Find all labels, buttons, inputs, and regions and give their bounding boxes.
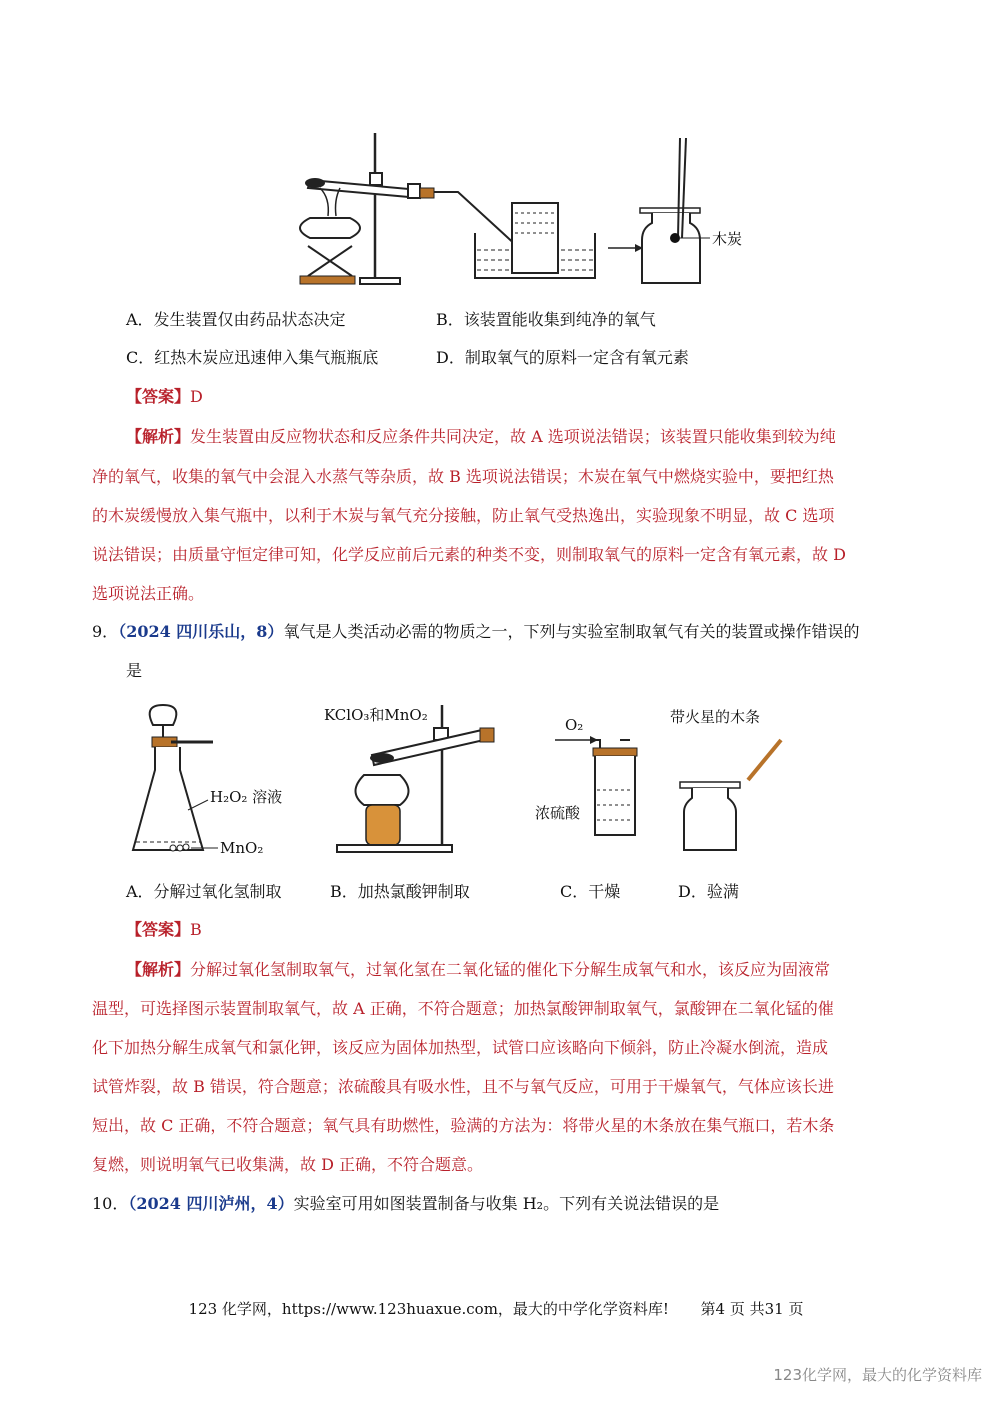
q9-option-d: D．验满 [678, 882, 739, 901]
q8-analysis-line-4: 说法错误；由质量守恒定律可知，化学反应前后元素的种类不变，则制取氧气的原料一定含有氧元素，故 D [92, 545, 846, 564]
q8-apparatus-figure [290, 128, 760, 288]
q9-number: 9． [92, 622, 119, 641]
q10-source: （2024 四川泸州，4） [128, 1194, 294, 1213]
q8-analysis-line-2: 净的氧气，收集的氧气中会混入水蒸气等杂质，故 B 选项说法错误；木炭在氧气中燃烧实验中，要把红热 [92, 467, 834, 486]
q9-option-a: A．分解过氧化氢制取 [126, 882, 282, 901]
q9-h2o2-label: H₂O₂ 溶液 [210, 788, 283, 806]
q8-answer-tag: 【答案】 [126, 387, 191, 406]
footer-page-number: 第4 页 共31 页 [700, 1300, 804, 1318]
q9-kclo3-label: KClO₃和MnO₂ [324, 706, 428, 724]
q9-figure-c [535, 700, 655, 860]
q8-option-b: B．该装置能收集到纯净的氧气 [436, 310, 656, 329]
footer-site-text: 123 化学网，https://www.123huaxue.com，最大的中学化学资料库! [188, 1300, 669, 1318]
q10-stem-text: 实验室可用如图装置制备与收集 H₂。下列有关说法错误的是 [293, 1194, 720, 1213]
q9-analysis-tag: 【解析】 [126, 960, 191, 979]
q8-charcoal-label: 木炭 [712, 230, 743, 248]
q9-o2-label: O₂ [565, 716, 584, 734]
q9-analysis-line-6: 复燃，则说明氧气已收集满，故 D 正确，不符合题意。 [92, 1155, 484, 1174]
q9-figure-a [128, 700, 288, 860]
q9-analysis-line-5: 短出，故 C 正确，不符合题意；氧气具有助燃性，验满的方法为：将带火星的木条放在集气瓶口，若木条 [92, 1116, 835, 1135]
q9-stem-line-2: 是 [126, 661, 143, 680]
q9-stem [92, 622, 859, 642]
q9-answer-tag: 【答案】 [126, 920, 191, 939]
q9-splint-label: 带火星的木条 [670, 708, 761, 726]
q9-analysis-line-1: 【解析】分解过氧化氢制取氧气，过氧化氢在二氧化锰的催化下分解生成氧气和水，该反应为固液常 [126, 960, 831, 979]
q8-option-d: D．制取氧气的原料一定含有氧元素 [436, 348, 689, 367]
q9-mno2-label: MnO₂ [220, 839, 264, 857]
q9-figure-d [668, 700, 808, 860]
q8-analysis-tag: 【解析】 [126, 427, 191, 446]
q9-stem-text: 氧气是人类活动必需的物质之一，下列与实验室制取氧气有关的装置或操作错误的 [283, 622, 860, 641]
q8-analysis-line-5: 选项说法正确。 [92, 584, 205, 603]
q8-answer [126, 387, 203, 407]
q8-answer-value: D [190, 387, 203, 406]
q8-analysis-line-1: 【解析】发生装置由反应物状态和反应条件共同决定，故 A 选项说法错误；该装置只能收集到较为纯 [126, 427, 836, 446]
q9-option-c: C．干燥 [560, 882, 621, 901]
q9-answer-value: B [190, 920, 202, 939]
q9-source: （2024 四川乐山，8） [118, 622, 284, 641]
q8-option-a: A．发生装置仅由药品状态决定 [126, 310, 346, 329]
q9-analysis-line-4: 试管炸裂，故 B 错误，符合题意；浓硫酸具有吸水性，且不与氧气反应，可用于干燥氧气，气体应该长进 [92, 1077, 834, 1096]
q9-option-b: B．加热氯酸钾制取 [330, 882, 470, 901]
q9-analysis-line-3: 化下加热分解生成氧气和氯化钾，该反应为固体加热型，试管口应该略向下倾斜，防止冷凝水倒流，造成 [92, 1038, 829, 1057]
q8-analysis-line-3: 的木炭缓慢放入集气瓶中，以利于木炭与氧气充分接触，防止氧气受热逸出，实验现象不明显，故 C 选项 [92, 506, 835, 525]
q10-stem [92, 1194, 719, 1214]
q9-answer [126, 920, 202, 940]
watermark: 123化学网，最大的化学资料库 [773, 1366, 982, 1384]
q9-figure-b [322, 700, 522, 860]
q9-acid-label: 浓硫酸 [535, 804, 581, 822]
q9-analysis-line-2: 温型，可选择图示装置制取氧气，故 A 正确，不符合题意；加热氯酸钾制取氧气，氯酸钾在二氧化锰的催 [92, 999, 834, 1018]
page-footer [0, 1298, 992, 1319]
q8-option-c: C．红热木炭应迅速伸入集气瓶瓶底 [126, 348, 379, 367]
q10-number: 10． [92, 1194, 129, 1213]
